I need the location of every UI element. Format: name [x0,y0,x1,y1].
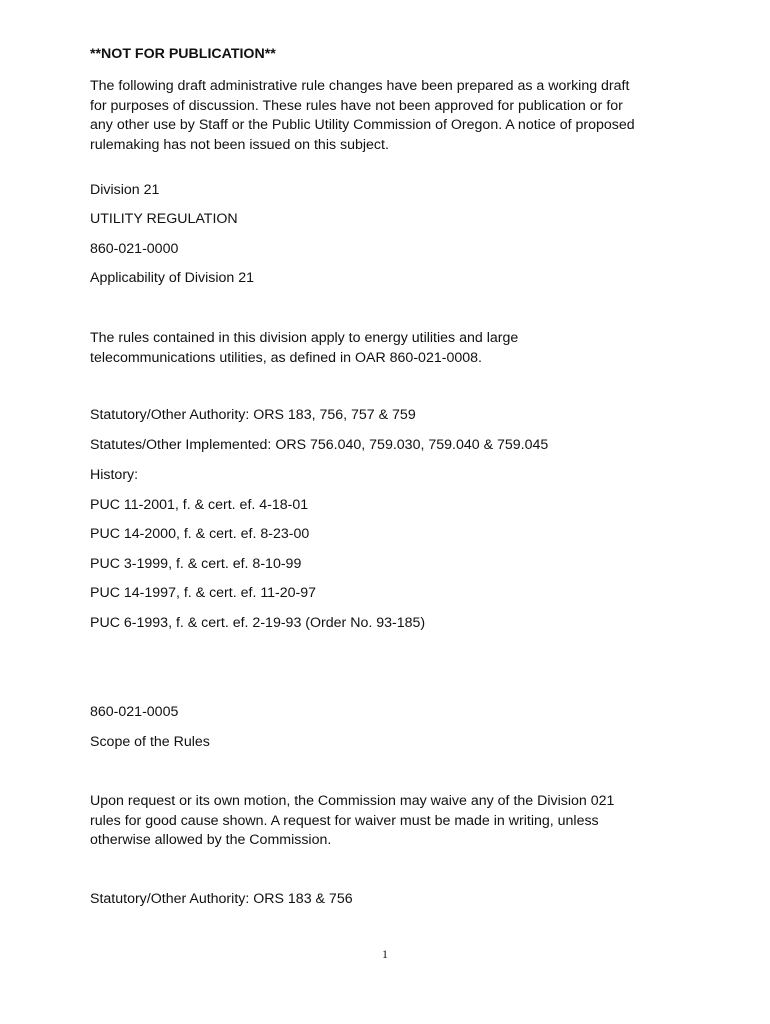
draft-notice-paragraph [90,77,690,155]
rule-body-line: The rules contained in this division apply to energy utilities and large [90,330,519,346]
history-entry: PUC 3-1999, f. & cert. ef. 8-10-99 [90,556,302,572]
history-label: History: [90,467,139,483]
rule-body-0005 [90,792,690,851]
rule-body-line: rules for good cause shown. A request for waiver must be made in writing, unless [90,812,599,829]
rule-number-0000: 860-021-0000 [90,241,179,257]
draft-notice-line: rulemaking has not been issued on this subject. [90,136,389,153]
not-for-publication-heading: **NOT FOR PUBLICATION** [90,46,276,62]
rule-title-0000: Applicability of Division 21 [90,270,255,286]
rule-title-0005: Scope of the Rules [90,734,210,750]
page-number: 1 [382,947,388,961]
rule-body-line: otherwise allowed by the Commission. [90,832,332,848]
division-label: Division 21 [90,182,160,198]
statutes-implemented-0000: Statutes/Other Implemented: ORS 756.040, 759.030, 759.040 & 759.045 [90,437,549,453]
draft-notice-line: for purposes of discussion. These rules have not been approved for publication or for [90,97,623,114]
rule-number-0005: 860-021-0005 [90,704,179,720]
draft-notice-line: any other use by Staff or the Public Utility Commission of Oregon. A notice of proposed [90,117,635,133]
history-entry: PUC 14-1997, f. & cert. ef. 11-20-97 [90,585,317,601]
draft-notice-line: The following draft administrative rule changes have been prepared as a working draft [90,78,630,94]
division-title: UTILITY REGULATION [90,211,238,227]
rule-body-line: Upon request or its own motion, the Commission may waive any of the Division 021 [90,793,615,809]
history-entry: PUC 14-2000, f. & cert. ef. 8-23-00 [90,526,310,542]
history-entry: PUC 6-1993, f. & cert. ef. 2-19-93 (Order No. 93-185) [90,615,426,631]
rule-body-line: telecommunications utilities, as defined in OAR 860-021-0008. [90,349,482,366]
statutory-authority-0000: Statutory/Other Authority: ORS 183, 756, 757 & 759 [90,407,416,423]
statutory-authority-0005: Statutory/Other Authority: ORS 183 & 756 [90,891,353,907]
rule-body-0000 [90,329,690,368]
history-entry: PUC 11-2001, f. & cert. ef. 4-18-01 [90,497,309,513]
